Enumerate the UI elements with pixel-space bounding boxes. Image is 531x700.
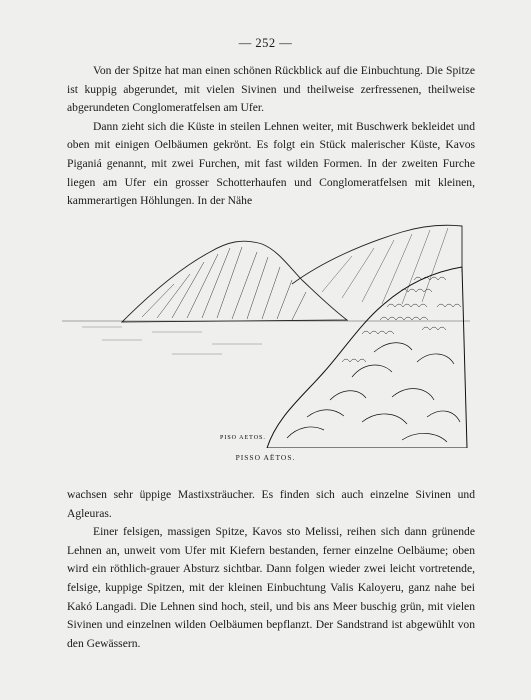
right-ridge: [292, 225, 462, 284]
paragraph: Von der Spitze hat man einen schönen Rückblick auf die Einbuchtung. Die Spitze ist kuppig abgerundet, mit vielen Sivinen und theilweise zerfressenen, theilweise abgerundeten Conglomeratfelsen am Ufer.: [67, 64, 475, 115]
figure-caption: PISSO AËTOS.: [235, 453, 296, 462]
water-strokes: [82, 327, 262, 354]
rock-details: [287, 343, 460, 442]
page-number: — 252 —: [238, 36, 293, 50]
foreground-rocks: [267, 267, 467, 448]
illustration: [62, 212, 472, 448]
text-block-bottom: [67, 486, 475, 653]
paragraph: Dann zieht sich die Küste in steilen Lehnen weiter, mit Buschwerk bekleidet und oben mit einigen Oelbäumen gekrönt. Es folgt ein Stück malerischer Küste, Kavos Piganiá genannt, mit zwei Furchen, mit fast wilden Formen. In der zweiten Furche liegen am Ufer ein grosser Schotterhaufen und Conglomeratfelsen mit kleinen, kammerartigen Höhlungen. In der Nähe: [67, 119, 475, 208]
paragraph: wachsen sehr üppige Mastixsträucher. Es finden sich auch einzelne Sivinen und Agleuras.: [67, 488, 475, 520]
shrub-scribbles: [342, 277, 461, 362]
text-block-top: [67, 62, 475, 211]
distant-mountain: [122, 241, 347, 322]
artist-signature: PISO AETOS.: [220, 435, 266, 441]
ridge-hatching: [322, 228, 448, 304]
paragraph: Einer felsigen, massigen Spitze, Kavos sto Melissi, reihen sich dann grünende Lehnen an, unweit vom Ufer mit Kiefern bestanden, ferner einzelne Oelbäume; oben wird ein röthlich-grauer Absturz sichtbar. Dann folgen wieder zwei leicht vortretende, felsige, kuppige Spitzen, mit der kleinen Einbuchtung Valis Kaloyeru, ganz nahe bei Kakó Langadi. Die Lehnen sind hoch, steil, und bis ans Meer buschig grün, mit vielen Sivinen und einzelnen wilden Oelbäumen bepflanzt. Der Sandstrand ist abgewühlt von den Gewässern.: [67, 525, 475, 650]
